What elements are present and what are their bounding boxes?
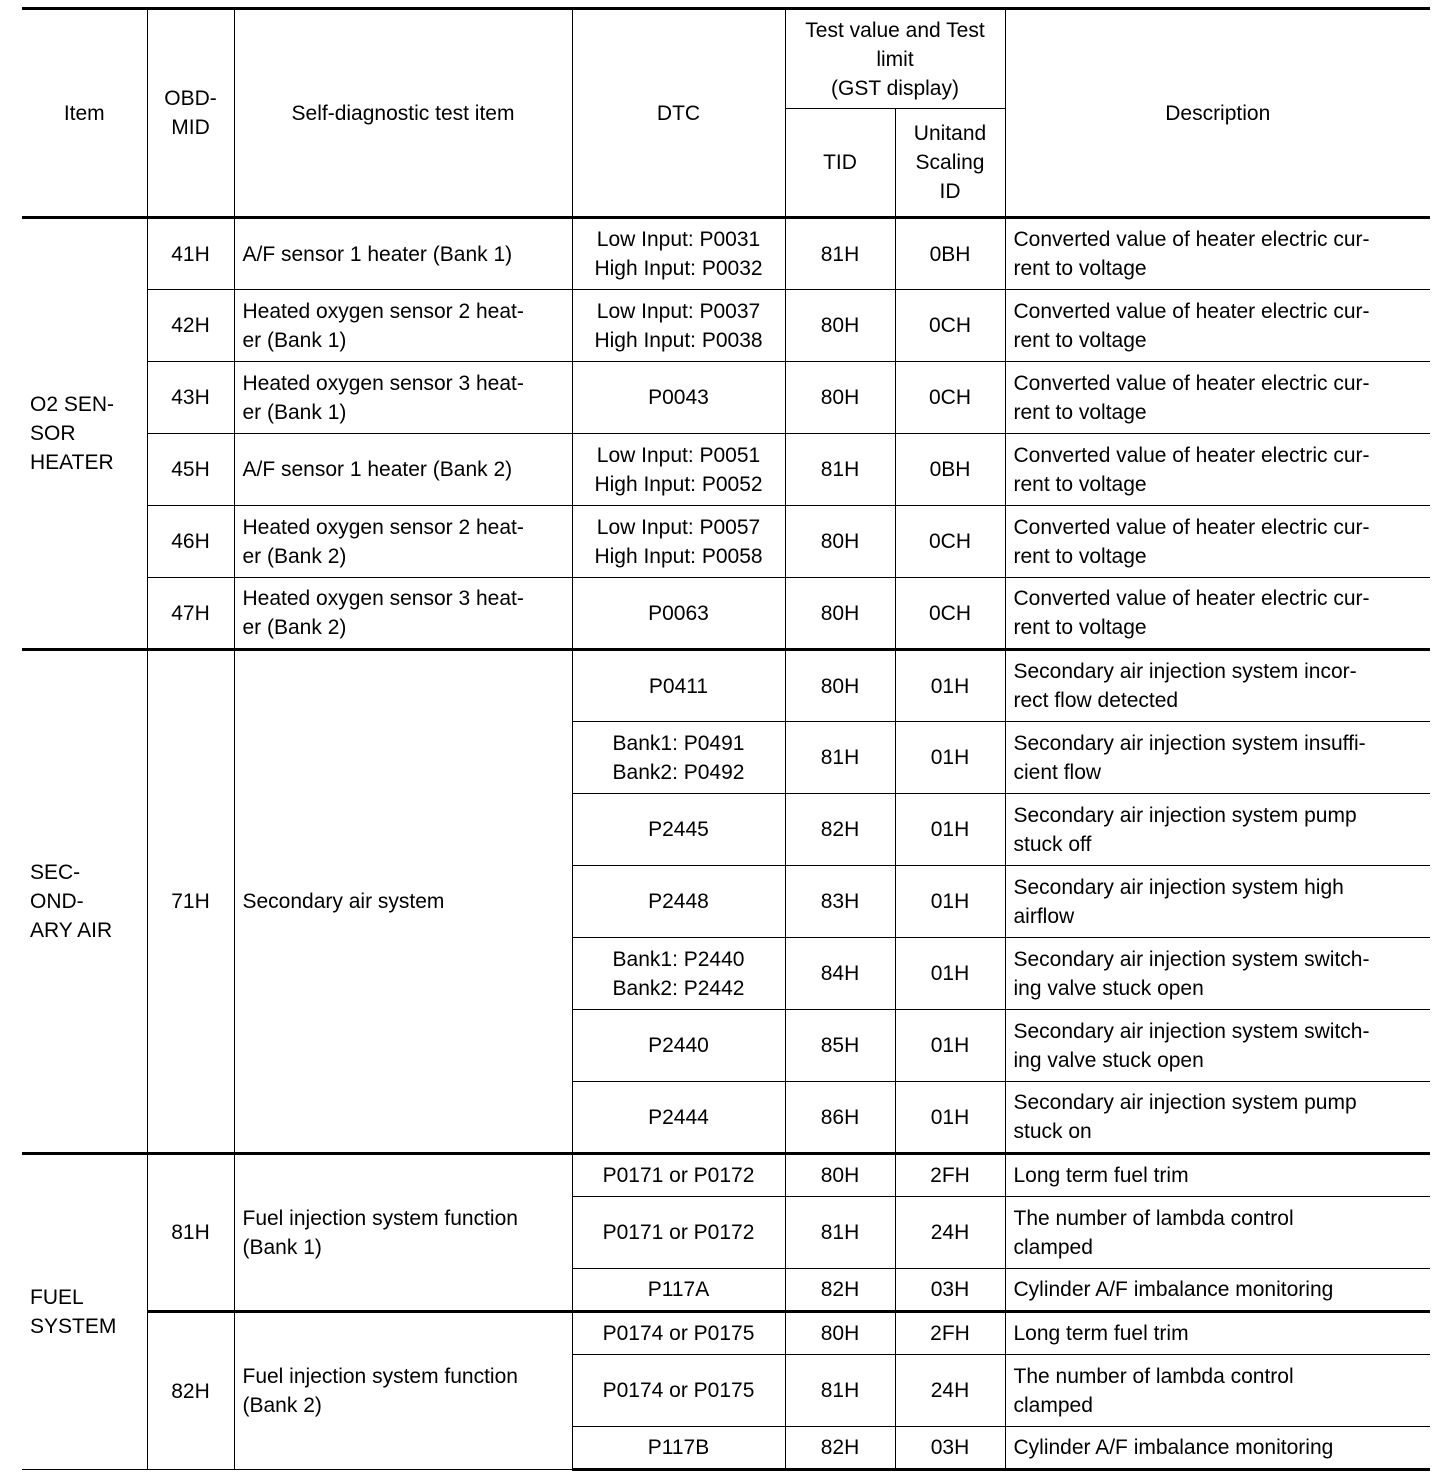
tid-cell: 81H xyxy=(785,722,895,794)
description-cell: Converted value of heater electric cur- rent to voltage xyxy=(1005,362,1430,434)
header-test-value: Test value and Test limit (GST display) xyxy=(785,9,1005,109)
description-cell: Secondary air injection system switch- ing valve stuck open xyxy=(1005,938,1430,1010)
dtc-cell: Low Input: P0051 High Input: P0052 xyxy=(572,434,785,506)
unit-cell: 0CH xyxy=(895,578,1005,650)
tid-cell: 81H xyxy=(785,1355,895,1427)
dtc-cell: P0174 or P0175 xyxy=(572,1355,785,1427)
table-row xyxy=(22,578,1430,650)
unit-cell: 2FH xyxy=(895,1154,1005,1197)
header-unit: Unitand Scaling ID xyxy=(895,109,1005,218)
unit-cell: 24H xyxy=(895,1355,1005,1427)
unit-cell: 0CH xyxy=(895,506,1005,578)
tid-cell: 80H xyxy=(785,1312,895,1355)
table-row xyxy=(22,434,1430,506)
unit-cell: 01H xyxy=(895,794,1005,866)
tid-cell: 81H xyxy=(785,1197,895,1269)
unit-cell: 0BH xyxy=(895,218,1005,290)
obdmid-cell: 47H xyxy=(147,578,234,650)
table-header xyxy=(22,9,1430,218)
dtc-cell: P2445 xyxy=(572,794,785,866)
dtc-cell: P0171 or P0172 xyxy=(572,1154,785,1197)
dtc-cell: Low Input: P0031 High Input: P0032 xyxy=(572,218,785,290)
tid-cell: 80H xyxy=(785,578,895,650)
description-cell: Secondary air injection system incor- rect flow detected xyxy=(1005,650,1430,722)
dtc-cell: Low Input: P0037 High Input: P0038 xyxy=(572,290,785,362)
description-cell: Converted value of heater electric cur- rent to voltage xyxy=(1005,578,1430,650)
unit-cell: 0CH xyxy=(895,362,1005,434)
item-label: FUEL SYSTEM xyxy=(22,1154,147,1470)
description-cell: Cylinder A/F imbalance monitoring xyxy=(1005,1269,1430,1312)
table-row xyxy=(22,1154,1430,1197)
test-item-cell: Fuel injection system function (Bank 2) xyxy=(234,1312,572,1470)
tid-cell: 82H xyxy=(785,1427,895,1470)
test-item-cell: Heated oxygen sensor 2 heat- er (Bank 1) xyxy=(234,290,572,362)
description-cell: Long term fuel trim xyxy=(1005,1312,1430,1355)
description-cell: Converted value of heater electric cur- rent to voltage xyxy=(1005,218,1430,290)
tid-cell: 82H xyxy=(785,794,895,866)
description-cell: Converted value of heater electric cur- rent to voltage xyxy=(1005,290,1430,362)
group-fuel-system xyxy=(22,1154,1430,1470)
item-label: SEC- OND- ARY AIR xyxy=(22,650,147,1154)
description-cell: Secondary air injection system pump stuck on xyxy=(1005,1082,1430,1154)
group-o2-sensor-heater xyxy=(22,218,1430,650)
item-label: O2 SEN- SOR HEATER xyxy=(22,218,147,650)
description-cell: Long term fuel trim xyxy=(1005,1154,1430,1197)
dtc-cell: P2440 xyxy=(572,1010,785,1082)
dtc-cell: P2444 xyxy=(572,1082,785,1154)
table-row xyxy=(22,650,1430,722)
obdmid-cell: 81H xyxy=(147,1154,234,1312)
dtc-cell: P0171 or P0172 xyxy=(572,1197,785,1269)
unit-cell: 01H xyxy=(895,650,1005,722)
obdmid-cell: 46H xyxy=(147,506,234,578)
test-item-cell: Heated oxygen sensor 2 heat- er (Bank 2) xyxy=(234,506,572,578)
tid-cell: 80H xyxy=(785,506,895,578)
tid-cell: 80H xyxy=(785,290,895,362)
description-cell: The number of lambda control clamped xyxy=(1005,1355,1430,1427)
unit-cell: 01H xyxy=(895,1082,1005,1154)
tid-cell: 85H xyxy=(785,1010,895,1082)
description-cell: Converted value of heater electric cur- rent to voltage xyxy=(1005,434,1430,506)
unit-cell: 01H xyxy=(895,938,1005,1010)
table-row xyxy=(22,362,1430,434)
dtc-cell: P2448 xyxy=(572,866,785,938)
dtc-cell: Bank1: P2440 Bank2: P2442 xyxy=(572,938,785,1010)
description-cell: Secondary air injection system switch- ing valve stuck open xyxy=(1005,1010,1430,1082)
obdmid-cell: 71H xyxy=(147,650,234,1154)
unit-cell: 0BH xyxy=(895,434,1005,506)
tid-cell: 82H xyxy=(785,1269,895,1312)
table-row xyxy=(22,1312,1430,1355)
unit-cell: 24H xyxy=(895,1197,1005,1269)
unit-cell: 03H xyxy=(895,1427,1005,1470)
dtc-cell: P0043 xyxy=(572,362,785,434)
table-row xyxy=(22,290,1430,362)
tid-cell: 84H xyxy=(785,938,895,1010)
dtc-cell: Bank1: P0491 Bank2: P0492 xyxy=(572,722,785,794)
dtc-cell: Low Input: P0057 High Input: P0058 xyxy=(572,506,785,578)
test-item-cell: Heated oxygen sensor 3 heat- er (Bank 2) xyxy=(234,578,572,650)
obdmid-cell: 41H xyxy=(147,218,234,290)
description-cell: Secondary air injection system high airflow xyxy=(1005,866,1430,938)
dtc-cell: P117A xyxy=(572,1269,785,1312)
obd-mid-table xyxy=(22,7,1430,1471)
description-cell: Cylinder A/F imbalance monitoring xyxy=(1005,1427,1430,1470)
description-cell: The number of lambda control clamped xyxy=(1005,1197,1430,1269)
dtc-cell: P0063 xyxy=(572,578,785,650)
unit-cell: 03H xyxy=(895,1269,1005,1312)
test-item-cell: Heated oxygen sensor 3 heat- er (Bank 1) xyxy=(234,362,572,434)
obdmid-cell: 82H xyxy=(147,1312,234,1470)
unit-cell: 01H xyxy=(895,1010,1005,1082)
unit-cell: 01H xyxy=(895,866,1005,938)
header-item: Item xyxy=(22,9,147,218)
description-cell: Secondary air injection system pump stuck off xyxy=(1005,794,1430,866)
dtc-cell: P0411 xyxy=(572,650,785,722)
unit-cell: 0CH xyxy=(895,290,1005,362)
tid-cell: 80H xyxy=(785,362,895,434)
tid-cell: 86H xyxy=(785,1082,895,1154)
table-row xyxy=(22,506,1430,578)
table-row xyxy=(22,218,1430,290)
dtc-cell: P117B xyxy=(572,1427,785,1470)
unit-cell: 2FH xyxy=(895,1312,1005,1355)
description-cell: Secondary air injection system insuffi- cient flow xyxy=(1005,722,1430,794)
header-dtc: DTC xyxy=(572,9,785,218)
dtc-cell: P0174 or P0175 xyxy=(572,1312,785,1355)
test-item-cell: Fuel injection system function (Bank 1) xyxy=(234,1154,572,1312)
obdmid-cell: 42H xyxy=(147,290,234,362)
header-tid: TID xyxy=(785,109,895,218)
test-item-cell: Secondary air system xyxy=(234,650,572,1154)
header-obdmid: OBD- MID xyxy=(147,9,234,218)
test-item-cell: A/F sensor 1 heater (Bank 2) xyxy=(234,434,572,506)
tid-cell: 81H xyxy=(785,434,895,506)
tid-cell: 83H xyxy=(785,866,895,938)
obdmid-cell: 45H xyxy=(147,434,234,506)
tid-cell: 81H xyxy=(785,218,895,290)
header-description: Description xyxy=(1005,9,1430,218)
test-item-cell: A/F sensor 1 heater (Bank 1) xyxy=(234,218,572,290)
tid-cell: 80H xyxy=(785,650,895,722)
group-secondary-air xyxy=(22,650,1430,1154)
obdmid-cell: 43H xyxy=(147,362,234,434)
header-self-diagnostic: Self-diagnostic test item xyxy=(234,9,572,218)
description-cell: Converted value of heater electric cur- rent to voltage xyxy=(1005,506,1430,578)
tid-cell: 80H xyxy=(785,1154,895,1197)
unit-cell: 01H xyxy=(895,722,1005,794)
